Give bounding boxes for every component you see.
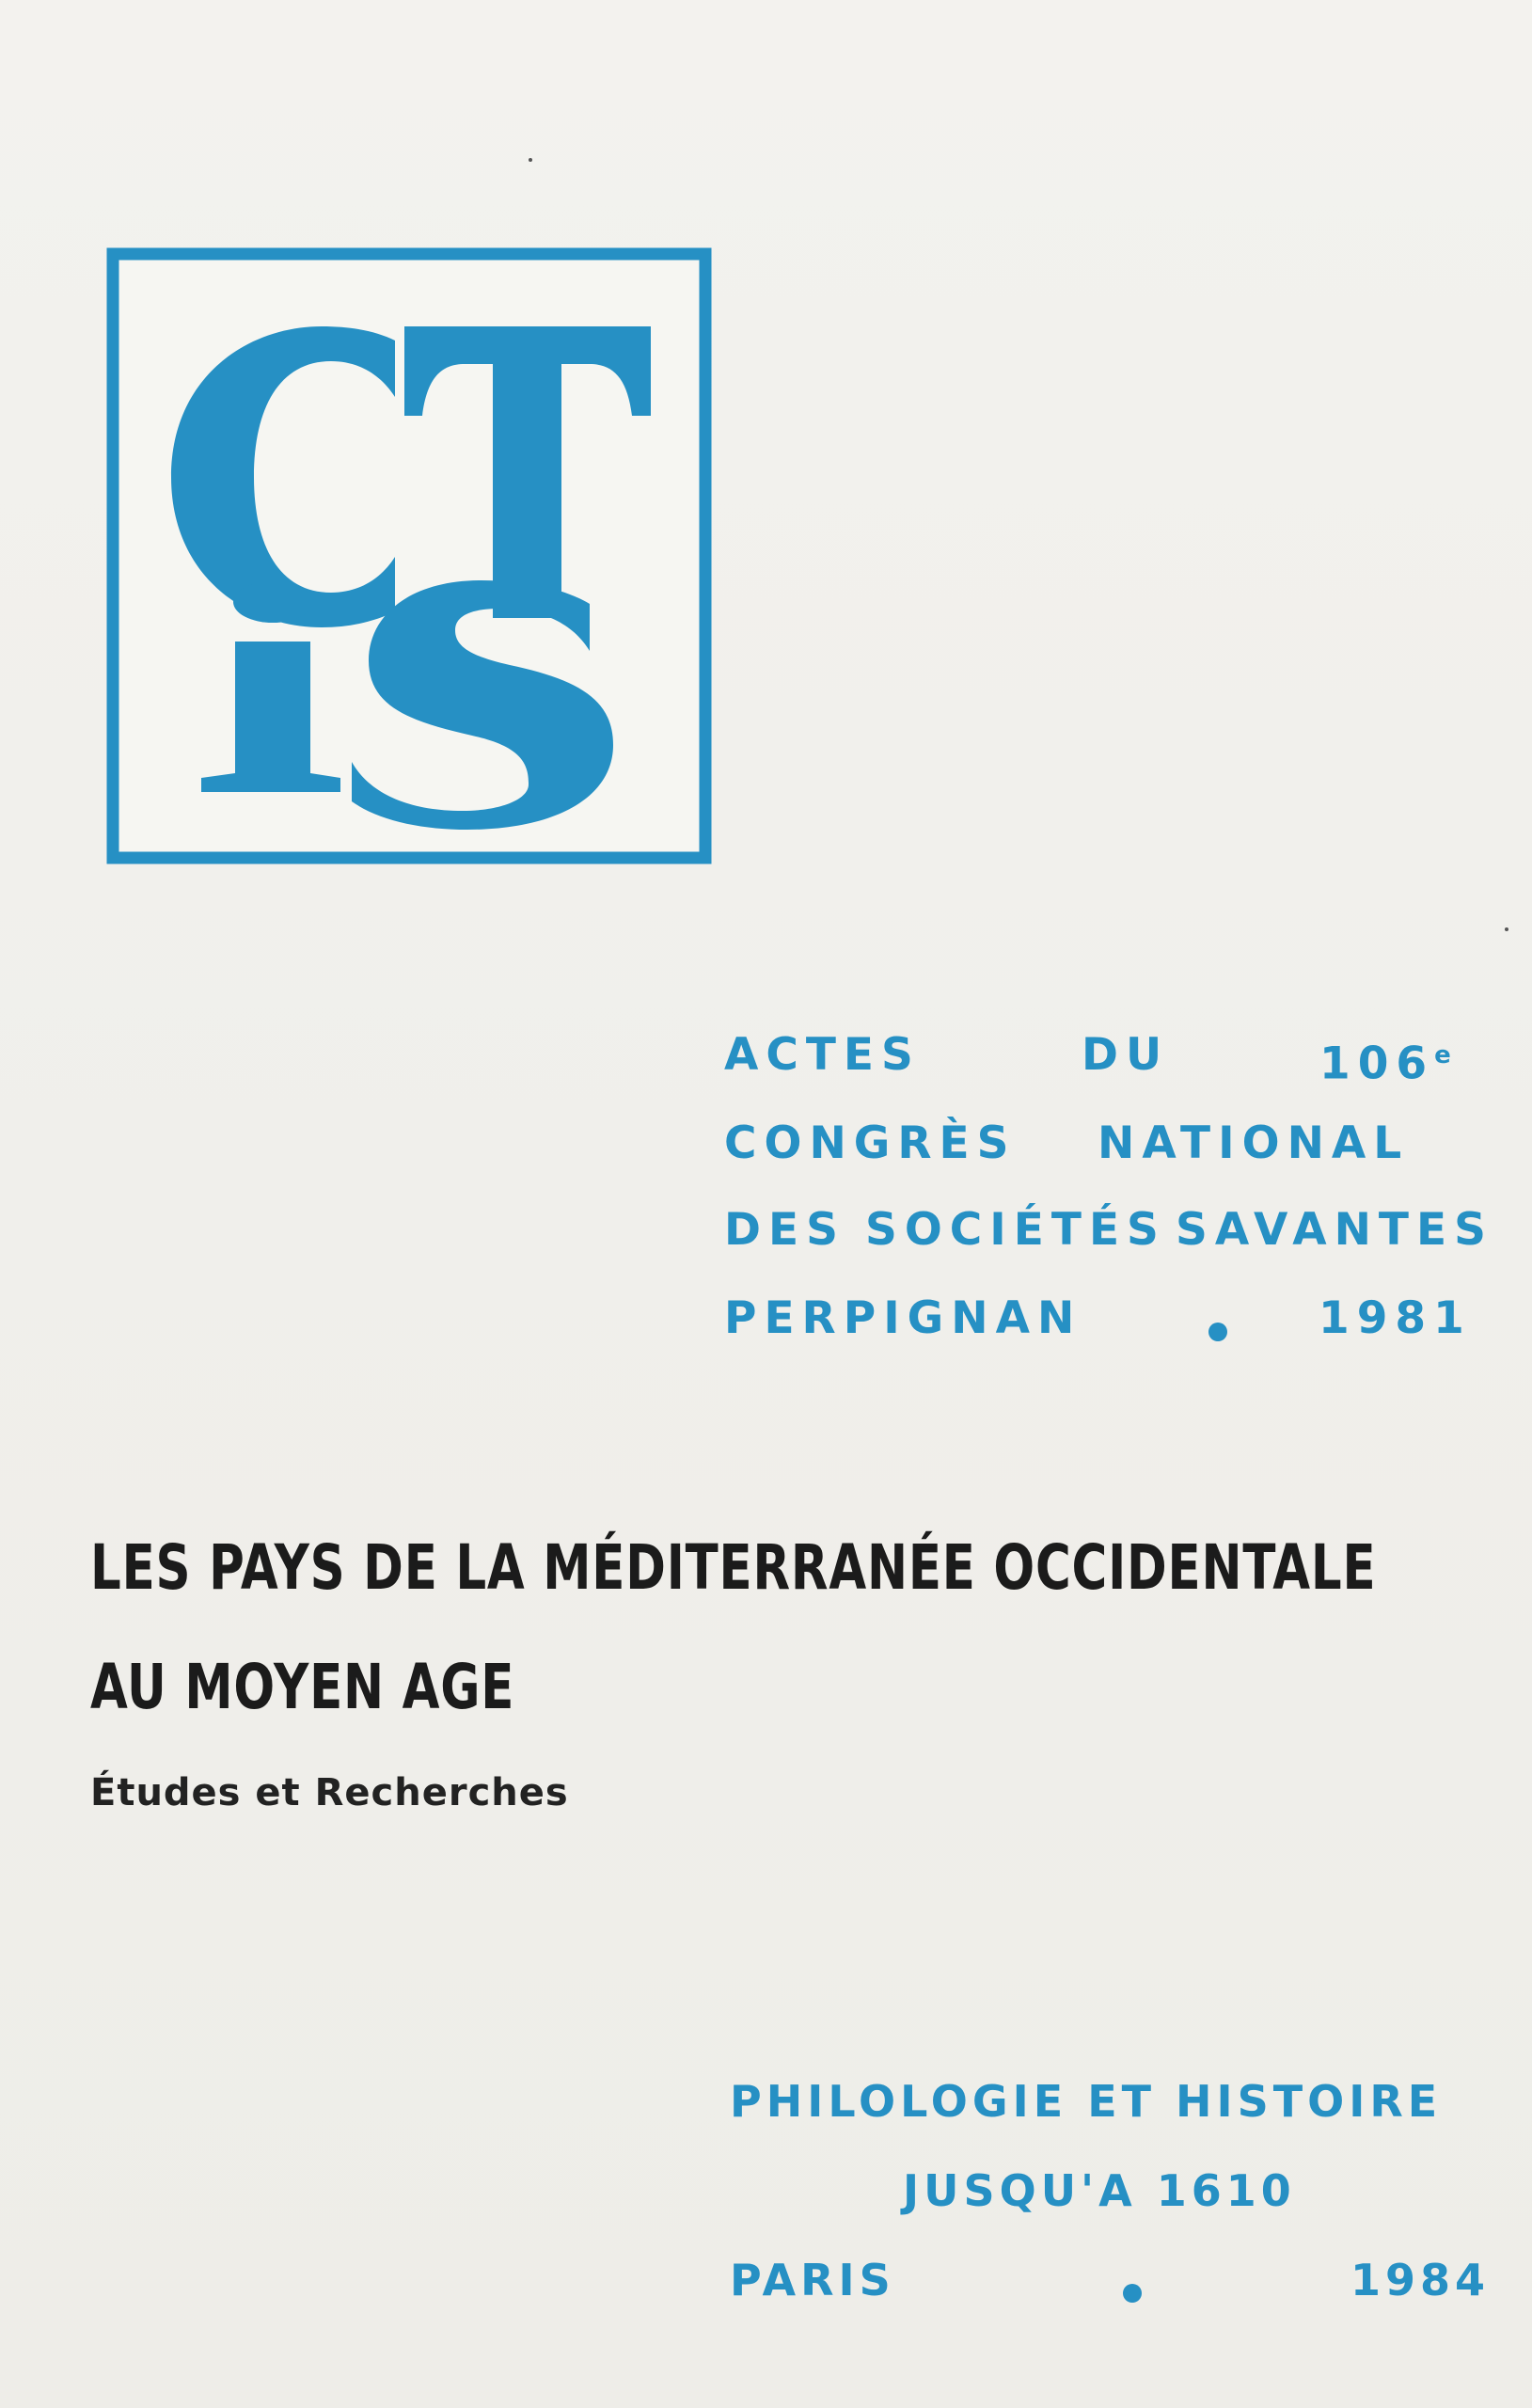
congress-line-3 [724,1202,1493,1259]
year-1981: 1981 [1319,1292,1472,1344]
superscript-e: e [1434,1041,1451,1069]
congress-number: 106e [1319,1038,1451,1090]
word-societes: SOCIÉTÉS [865,1204,1166,1256]
bullet-dot [1123,2284,1142,2303]
section-line-2 [903,2162,1298,2219]
word-savantes: SAVANTES [1176,1204,1493,1256]
year-1984: 1984 [1350,2255,1491,2305]
word-des: DES [724,1204,845,1256]
congress-line-4 [724,1291,1472,1347]
word-actes: ACTES [724,1029,921,1081]
philologie-et-histoire: PHILOLOGIE ET HISTOIRE [730,2076,1443,2127]
bullet-dot [1208,1323,1227,1341]
word-perpignan: PERPIGNAN [724,1292,1082,1344]
section-line-1 [730,2073,1463,2130]
congress-line-2 [724,1116,1453,1172]
word-paris: PARIS [730,2255,895,2305]
word-national: NATIONAL [1098,1117,1410,1169]
congress-line-1 [724,1027,1453,1090]
paper-speck [529,158,532,162]
paper-speck [1505,927,1508,931]
cths-logo [105,246,713,865]
subtitle: Études et Recherches [90,1771,569,1814]
word-congres: CONGRÈS [724,1117,1017,1169]
main-title-line-2: AU MOYEN AGE [90,1651,515,1723]
section-line-3 [730,2252,1491,2308]
jusqua-1610: JUSQU'A 1610 [903,2165,1296,2216]
main-title-line-1: LES PAYS DE LA MÉDITERRANÉE OCCIDENTALE [90,1531,1377,1604]
word-du: DU [1082,1029,1170,1081]
